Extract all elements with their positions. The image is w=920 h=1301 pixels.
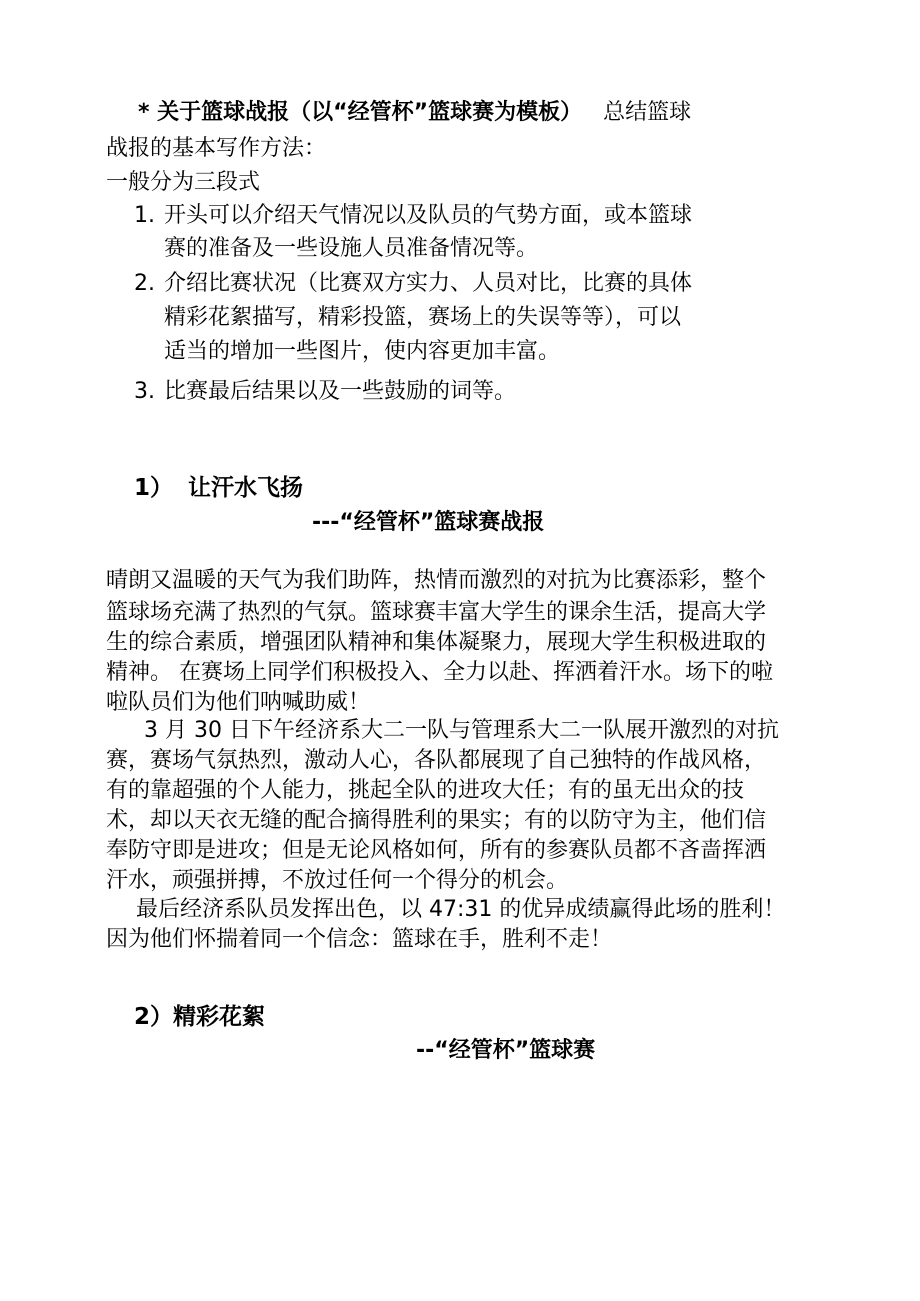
step-2-line-3: 适当的增加一些图片，使内容更加丰富。 — [164, 339, 561, 364]
step-1-line-2: 赛的准备及一些设施人员准备情况等。 — [164, 236, 539, 261]
para3-line-2: 因为他们怀揣着同一个信念：篮球在手，胜利不走！ — [106, 927, 613, 952]
para1-line-2: 篮球场充满了热烈的气氛。篮球赛丰富大学生的课余生活，提高大学 — [106, 600, 767, 625]
section1-title: 让汗水飞扬 — [188, 475, 303, 501]
step-2-line-2: 精彩花絮描写，精彩投篮，赛场上的失误等等），可以 — [164, 305, 682, 330]
step-1-line-1: 开头可以介绍天气情况以及队员的气势方面，或本篮球 — [164, 203, 693, 228]
section1-subtitle: ---“经管杯”篮球赛战报 — [312, 510, 545, 535]
intro-structure: 一般分为三段式 — [106, 170, 261, 195]
para2-line-2: 赛，赛场气氛热烈，激动人心，各队都展现了自己独特的作战风格， — [106, 748, 767, 773]
para3-line-1: 最后经济系队员发挥出色，以 47:31 的优异成绩赢得此场的胜利！ — [136, 897, 786, 922]
intro-heading-cont: 战报的基本写作方法： — [106, 136, 327, 161]
step-3-num: 3. — [134, 379, 155, 404]
para2-line-5: 奉防守即是进攻；但是无论风格如何，所有的参赛队员都不吝啬挥洒 — [106, 838, 767, 863]
intro-heading-rest: 总结篮球 — [603, 100, 692, 125]
para1-line-4: 精神。 在赛场上同学们积极投入、全力以赴、挥洒着汗水。场下的啦 — [106, 660, 773, 685]
para2-line-1: 3 月 30 日下午经济系大二一队与管理系大二一队展开激烈的对抗 — [144, 718, 779, 743]
step-1-num: 1. — [134, 203, 155, 228]
section1-number: 1） — [134, 475, 174, 501]
para1-line-3: 生的综合素质，增强团队精神和集体凝聚力，展现大学生积极进取的 — [106, 630, 767, 655]
intro-heading — [138, 98, 691, 128]
para2-line-6: 汗水，顽强拼搏，不放过任何一个得分的机会。 — [106, 868, 569, 893]
section2-title: 2）精彩花絮 — [134, 1004, 266, 1030]
step-2-line-1: 介绍比赛状况（比赛双方实力、人员对比，比赛的具体 — [164, 271, 693, 296]
para1-line-5: 啦队员们为他们呐喊助威！ — [106, 690, 371, 715]
step-3-line-1: 比赛最后结果以及一些鼓励的词等。 — [164, 379, 517, 404]
intro-heading-bold: * 关于篮球战报（以“经管杯”篮球赛为模板） — [138, 100, 583, 125]
para2-line-4: 术，却以天衣无缝的配合摘得胜利的果实；有的以防守为主，他们信 — [106, 808, 767, 833]
para1-line-1: 晴朗又温暖的天气为我们助阵，热情而激烈的对抗为比赛添彩，整个 — [106, 568, 767, 593]
section2-subtitle: --“经管杯”篮球赛 — [416, 1038, 596, 1063]
para2-line-3: 有的靠超强的个人能力，挑起全队的进攻大任；有的虽无出众的技 — [106, 778, 745, 803]
step-2-num: 2. — [134, 271, 155, 296]
